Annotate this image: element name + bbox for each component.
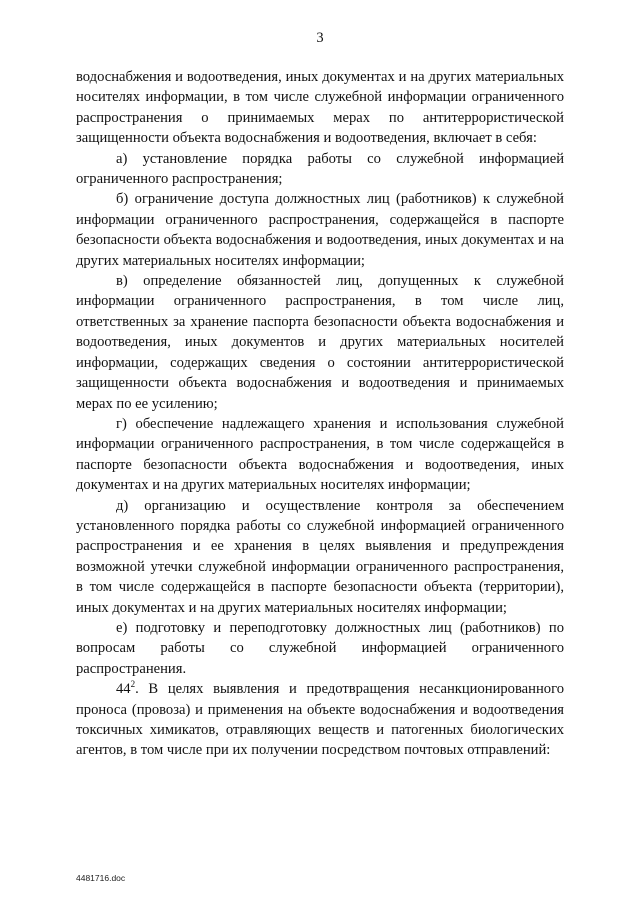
section-paragraph	[76, 679, 564, 761]
paragraph-continuation: водоснабжения и водоотведения, иных документах и на других материальных носителях информации, в том числе служебной информации ограниченного распространения о принимаемых мерах по антитеррористической защищенности объекта водоснабжения и водоотведения, включает в себя:	[76, 69, 564, 147]
list-item-d: д) организацию и осуществление контроля за обеспечением установленного порядка работы со служебной информацией ограниченного распространения и ее хранения в целях выявления и предупреждения возможной утечки служебной информации ограниченного распространения, в том числе содержащейся в паспорте безопасности объекта (территории), иных документах и на других материальных носителях информации;	[76, 497, 564, 616]
list-item-b: б) ограничение доступа должностных лиц (работников) к служебной информации ограниченного распространения, содержащейся в паспорте безопасности объекта водоснабжения и водоотведения, иных документах и на других материальных носителях информации;	[76, 191, 564, 269]
document-body	[76, 67, 564, 761]
list-item-v: в) определение обязанностей лиц, допущенных к служебной информации ограниченного распространения, в том числе лиц, ответственных за хранение паспорта безопасности объекта водоснабжения и водоотведения, иных документов и других материальных носителей информации, содержащих сведения о состоянии антитеррористической защищенности объекта водоснабжения и водоотведения и принимаемых мерах по ее усилению;	[76, 273, 564, 412]
list-item-e: е) подготовку и переподготовку должностных лиц (работников) по вопросам работы со служебной информацией ограниченного распространения.	[76, 619, 564, 677]
section-number: 44	[116, 681, 131, 698]
section-superscript: 2	[130, 679, 136, 690]
document-filename: 4481716.doc	[76, 873, 126, 883]
section-text: . В целях выявления и предотвращения несанкционированного проноса (провоза) и применения на объекте водоснабжения и водоотведения токсичных химикатов, отравляющих веществ и патогенных биологических агентов, в том числе при их получении посредством почтовых отправлений:	[76, 681, 564, 759]
page-number: 3	[316, 30, 324, 46]
list-item-a: а) установление порядка работы со служебной информацией ограниченного распространения;	[76, 150, 564, 188]
list-item-g: г) обеспечение надлежащего хранения и использования служебной информации ограниченного распространения, в том числе содержащейся в паспорте безопасности объекта водоснабжения и водоотведения, иных документах и на других материальных носителях информации;	[76, 415, 564, 494]
